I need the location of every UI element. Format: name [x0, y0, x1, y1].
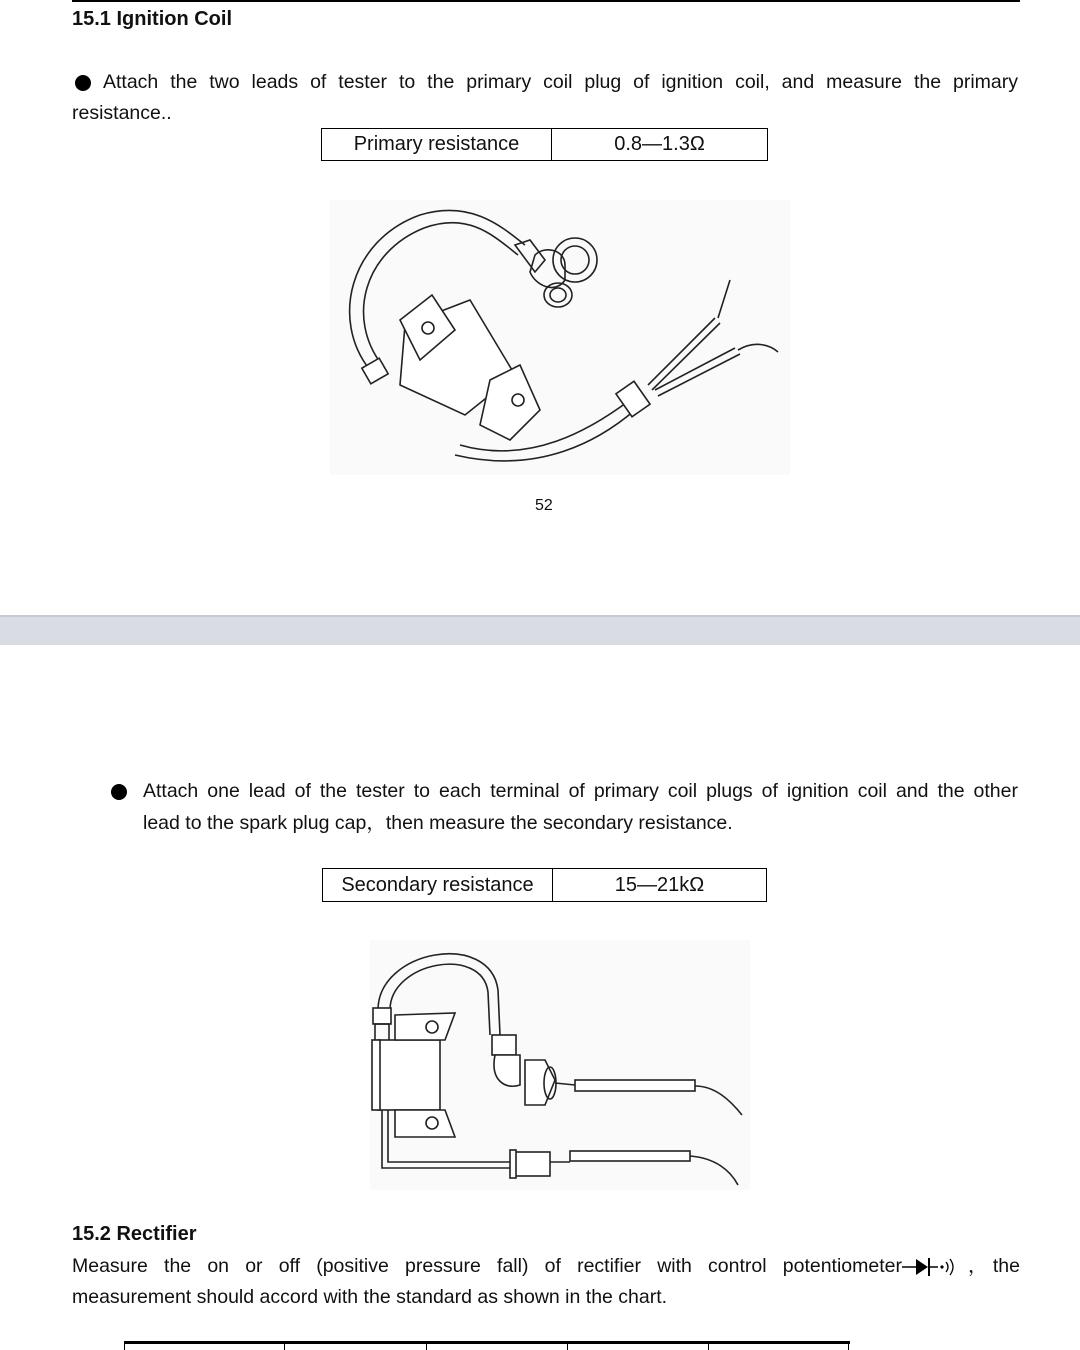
top-rule [72, 0, 1020, 2]
section-heading-ignition-coil: 15.1 Ignition Coil [72, 8, 233, 30]
secondary-resistance-table [322, 868, 767, 902]
section-heading-rectifier: 15.2 Rectifier [72, 1223, 197, 1245]
ignition-coil-primary-figure [330, 200, 790, 475]
primary-resistance-label: Primary resistance [322, 129, 552, 161]
page-number: 52 [535, 497, 553, 514]
primary-instruction-line1: Attach the two leads of tester to the primary coil plug of ignition coil, and measure the primary [103, 71, 1018, 93]
primary-instruction-line2: resistance.. [72, 102, 172, 124]
secondary-instruction-line2: lead to the spark plug cap，then measure the secondary resistance. [143, 812, 733, 834]
secondary-instruction-line1: Attach one lead of the tester to each terminal of primary coil plugs of ignition coil and the other [143, 780, 1018, 802]
diode-continuity-icon [902, 1255, 962, 1279]
rectifier-text-part2: ， the [967, 1255, 1020, 1277]
primary-resistance-table [321, 128, 768, 161]
rectifier-table-top-edge [124, 1341, 850, 1350]
rectifier-instruction-line2: measurement should accord with the standard as shown in the chart. [72, 1286, 668, 1308]
secondary-resistance-label: Secondary resistance [323, 869, 553, 902]
secondary-resistance-value: 15—21kΩ [553, 869, 767, 902]
rectifier-text-part1: Measure the on or off (positive pressure fall) of rectifier with control potentiometer [72, 1255, 902, 1277]
bullet-icon [75, 75, 91, 91]
rectifier-instruction-line1 [72, 1251, 1020, 1282]
ignition-coil-secondary-figure [370, 940, 750, 1190]
page-separator [0, 615, 1080, 645]
primary-resistance-value: 0.8—1.3Ω [552, 129, 768, 161]
bullet-icon [111, 784, 127, 800]
